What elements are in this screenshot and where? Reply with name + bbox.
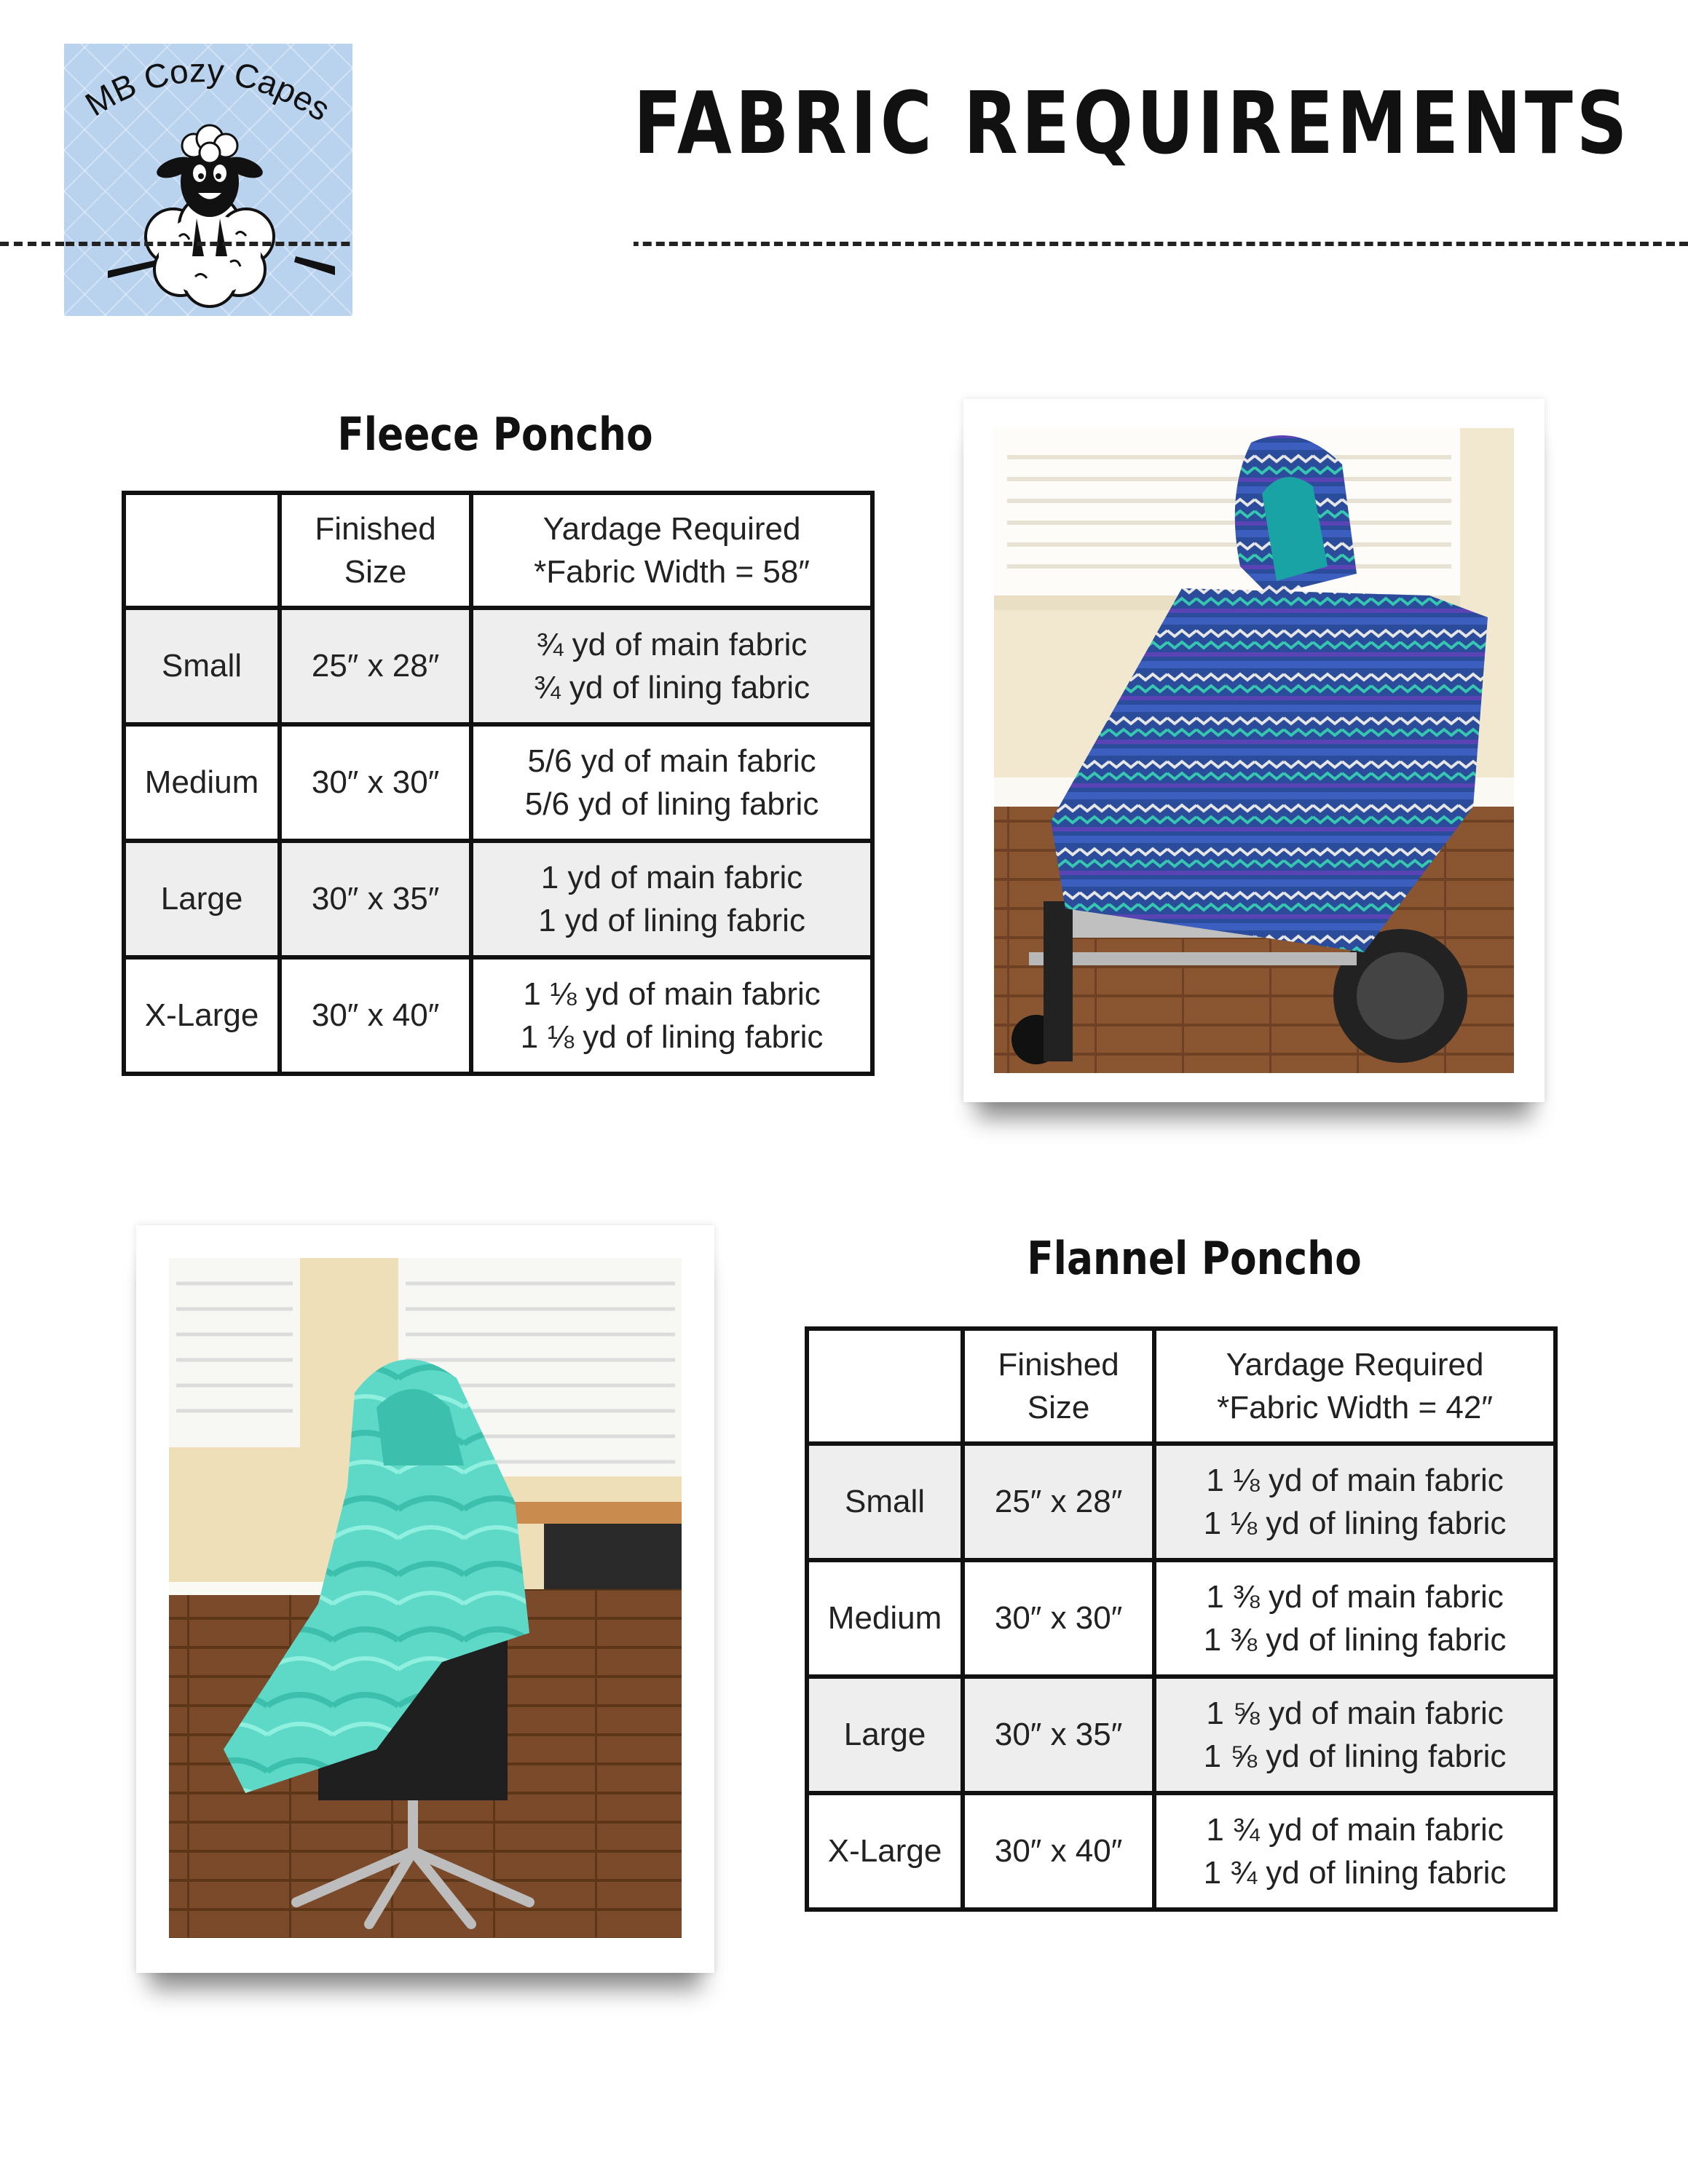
finished-cell: 30″ x 30″ <box>963 1560 1154 1677</box>
fleece-table <box>122 491 875 1076</box>
size-cell: Small <box>807 1444 963 1560</box>
table-row <box>124 608 872 724</box>
table-header-row <box>124 493 872 608</box>
yardage-cell: ¾ yd of main fabric ¾ yd of lining fabric <box>471 608 872 724</box>
size-cell: Large <box>124 841 280 957</box>
logo-text: MB Cozy Capes <box>78 51 337 129</box>
dashed-divider-left <box>0 242 64 246</box>
header-finished-size: Finished Size <box>280 493 471 608</box>
table-row <box>807 1560 1555 1677</box>
finished-cell: 30″ x 35″ <box>280 841 471 957</box>
table-row <box>124 957 872 1074</box>
header-yardage: Yardage Required *Fabric Width = 58″ <box>471 493 872 608</box>
fleece-poncho-photo <box>963 399 1545 1102</box>
fleece-poncho-image <box>963 399 1545 1102</box>
size-cell: Large <box>807 1677 963 1793</box>
flannel-poncho-photo <box>136 1225 714 1973</box>
dashed-divider <box>0 242 1688 246</box>
size-cell: Medium <box>124 724 280 841</box>
finished-cell: 30″ x 40″ <box>280 957 471 1074</box>
header-blank-cell <box>124 493 280 608</box>
divider-gap <box>352 233 634 255</box>
yardage-cell: 1 ⅝ yd of main fabric 1 ⅝ yd of lining fabric <box>1154 1677 1555 1793</box>
table-row <box>807 1677 1555 1793</box>
yardage-cell: 1 ¾ yd of main fabric 1 ¾ yd of lining fabric <box>1154 1793 1555 1910</box>
page-title: FABRIC REQUIREMENTS <box>634 73 1631 173</box>
flannel-poncho-image <box>136 1225 714 1973</box>
logo <box>64 44 352 316</box>
table-row <box>807 1793 1555 1910</box>
table-row <box>807 1444 1555 1560</box>
finished-cell: 30″ x 35″ <box>963 1677 1154 1793</box>
size-cell: X-Large <box>124 957 280 1074</box>
header-finished-size: Finished Size <box>963 1329 1154 1444</box>
header-blank-cell <box>807 1329 963 1444</box>
size-cell: X-Large <box>807 1793 963 1910</box>
flannel-title: Flannel Poncho <box>1027 1232 1362 1285</box>
table-header-row <box>807 1329 1555 1444</box>
finished-cell: 30″ x 30″ <box>280 724 471 841</box>
size-cell: Medium <box>807 1560 963 1677</box>
finished-cell: 25″ x 28″ <box>963 1444 1154 1560</box>
finished-cell: 25″ x 28″ <box>280 608 471 724</box>
size-cell: Small <box>124 608 280 724</box>
fleece-title: Fleece Poncho <box>337 408 653 461</box>
table-row <box>124 841 872 957</box>
table-row <box>124 724 872 841</box>
yardage-cell: 1 ⅛ yd of main fabric 1 ⅛ yd of lining fabric <box>471 957 872 1074</box>
finished-cell: 30″ x 40″ <box>963 1793 1154 1910</box>
header-yardage: Yardage Required *Fabric Width = 42″ <box>1154 1329 1555 1444</box>
sheep-logo-icon <box>64 44 352 316</box>
yardage-cell: 5/6 yd of main fabric 5/6 yd of lining fabric <box>471 724 872 841</box>
yardage-cell: 1 ⅜ yd of main fabric 1 ⅜ yd of lining fabric <box>1154 1560 1555 1677</box>
flannel-table <box>805 1326 1558 1912</box>
yardage-cell: 1 yd of main fabric 1 yd of lining fabric <box>471 841 872 957</box>
yardage-cell: 1 ⅛ yd of main fabric 1 ⅛ yd of lining fabric <box>1154 1444 1555 1560</box>
